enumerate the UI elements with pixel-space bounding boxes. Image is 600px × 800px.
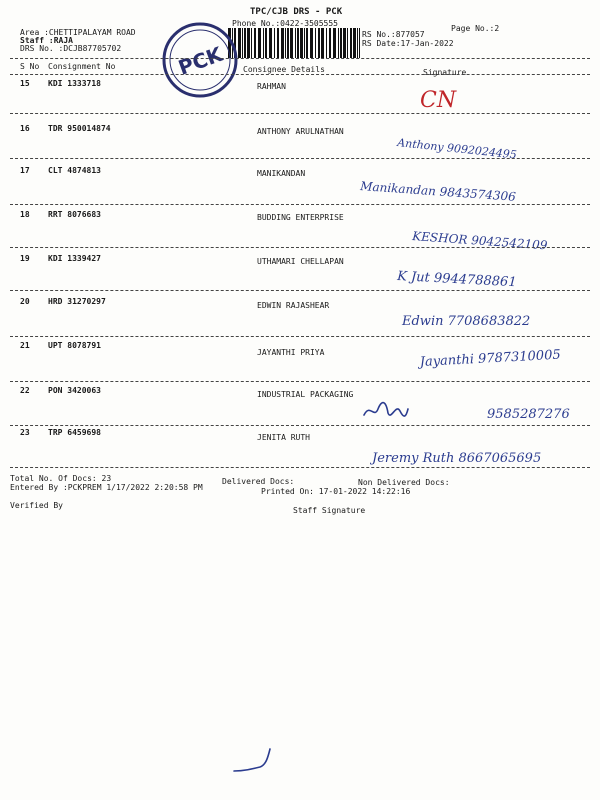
row-consignee: JAYANTHI PRIYA — [257, 348, 325, 357]
row-sno: 20 — [20, 297, 30, 306]
signature-text: K Jut 9944788861 — [396, 269, 517, 291]
signature-scribble — [360, 397, 410, 427]
signature-image — [370, 440, 592, 474]
printed-on: Printed On: 17-01-2022 14:22:16 — [261, 487, 411, 496]
row-consignment: CLT 4874813 — [48, 166, 101, 175]
divider — [10, 336, 590, 337]
row-consignment: TDR 950014874 — [48, 124, 111, 133]
signature-text: CN — [420, 88, 457, 113]
row-consignment: PON 3420063 — [48, 386, 101, 395]
entered-by: Entered By :PCKPREM 1/17/2022 2:20:58 PM — [10, 483, 203, 492]
page-number: Page No.:2 — [451, 24, 500, 33]
row-sno: 19 — [20, 254, 30, 263]
divider — [10, 74, 590, 75]
col-sno: S No — [20, 62, 40, 71]
signature-text: KESHOR 9042542109 — [411, 229, 548, 253]
verified-by: Verified By — [10, 501, 63, 510]
row-consignment: KDI 1339427 — [48, 254, 101, 263]
signature-image — [395, 258, 585, 298]
row-consignee: ANTHONY ARULNATHAN — [257, 127, 344, 136]
row-consignee: UTHAMARI CHELLAPAN — [257, 257, 344, 266]
row-sno: 17 — [20, 166, 30, 175]
signature-text: Manikandan 9843574306 — [359, 179, 517, 204]
signature-text: Anthony 9092024495 — [396, 136, 518, 162]
pck-stamp — [160, 20, 240, 100]
row-consignment: RRT 8076683 — [48, 210, 101, 219]
phone-number: Phone No.:0422-3505555 — [232, 19, 338, 28]
row-consignment: UPT 8078791 — [48, 341, 101, 350]
divider — [10, 425, 590, 426]
divider — [10, 290, 590, 291]
divider — [10, 58, 590, 59]
row-sno: 16 — [20, 124, 30, 133]
signature-image — [358, 170, 588, 204]
row-consignee: RAHMAN — [257, 82, 286, 91]
divider — [10, 381, 590, 382]
row-consignee: BUDDING ENTERPRISE — [257, 213, 344, 222]
col-consignment: Consignment No — [48, 62, 116, 71]
row-consignee: INDUSTRIAL PACKAGING — [257, 390, 354, 399]
divider — [10, 204, 590, 205]
barcode — [228, 28, 360, 58]
non-delivered-docs: Non Delivered Docs: — [358, 478, 450, 487]
row-consignment: TRP 6459698 — [48, 428, 101, 437]
signature-image — [395, 128, 585, 166]
staff-signature-label: Staff Signature — [293, 506, 366, 515]
signature-image — [418, 85, 478, 113]
row-consignment: HRD 31270297 — [48, 297, 106, 306]
col-consignee: Consignee Details — [243, 65, 325, 74]
divider — [10, 113, 590, 114]
row-consignee: JENITA RUTH — [257, 433, 310, 442]
total-docs: Total No. Of Docs: 23 — [10, 474, 112, 483]
signature-image — [485, 400, 595, 424]
rs-date: RS Date:17-Jan-2022 — [362, 39, 454, 48]
signature-text: 9585287276 — [487, 407, 570, 422]
signature-text: Jayanthi 9787310005 — [419, 347, 562, 370]
row-sno: 21 — [20, 341, 30, 350]
divider — [10, 467, 590, 468]
staff-label: Staff :RAJA — [20, 36, 73, 45]
signature-text: Jeremy Ruth 8667065695 — [372, 451, 542, 466]
signature-image — [418, 340, 588, 384]
signature-image — [400, 303, 585, 339]
delivered-docs: Delivered Docs: — [222, 477, 295, 486]
row-sno: 15 — [20, 79, 30, 88]
signature-image — [410, 218, 590, 256]
drs-number: DRS No. :DCJB87705702 — [20, 44, 122, 53]
signature-text: Edwin 7708683822 — [402, 314, 531, 329]
rs-number: RS No.:877057 — [362, 30, 425, 39]
col-signature: Signature — [423, 68, 467, 77]
row-sno: 23 — [20, 428, 30, 437]
pen-mark — [230, 745, 280, 775]
area-label: Area :CHETTIPALAYAM ROAD — [20, 28, 136, 37]
stamp-text: PCK — [175, 41, 226, 80]
row-consignment: KDI 1333718 — [48, 79, 101, 88]
sheet-title: TPC/CJB DRS - PCK — [250, 7, 343, 17]
row-consignee: MANIKANDAN — [257, 169, 306, 178]
row-consignee: EDWIN RAJASHEAR — [257, 301, 330, 310]
divider — [10, 247, 590, 248]
divider — [10, 158, 590, 159]
row-sno: 18 — [20, 210, 30, 219]
row-sno: 22 — [20, 386, 30, 395]
